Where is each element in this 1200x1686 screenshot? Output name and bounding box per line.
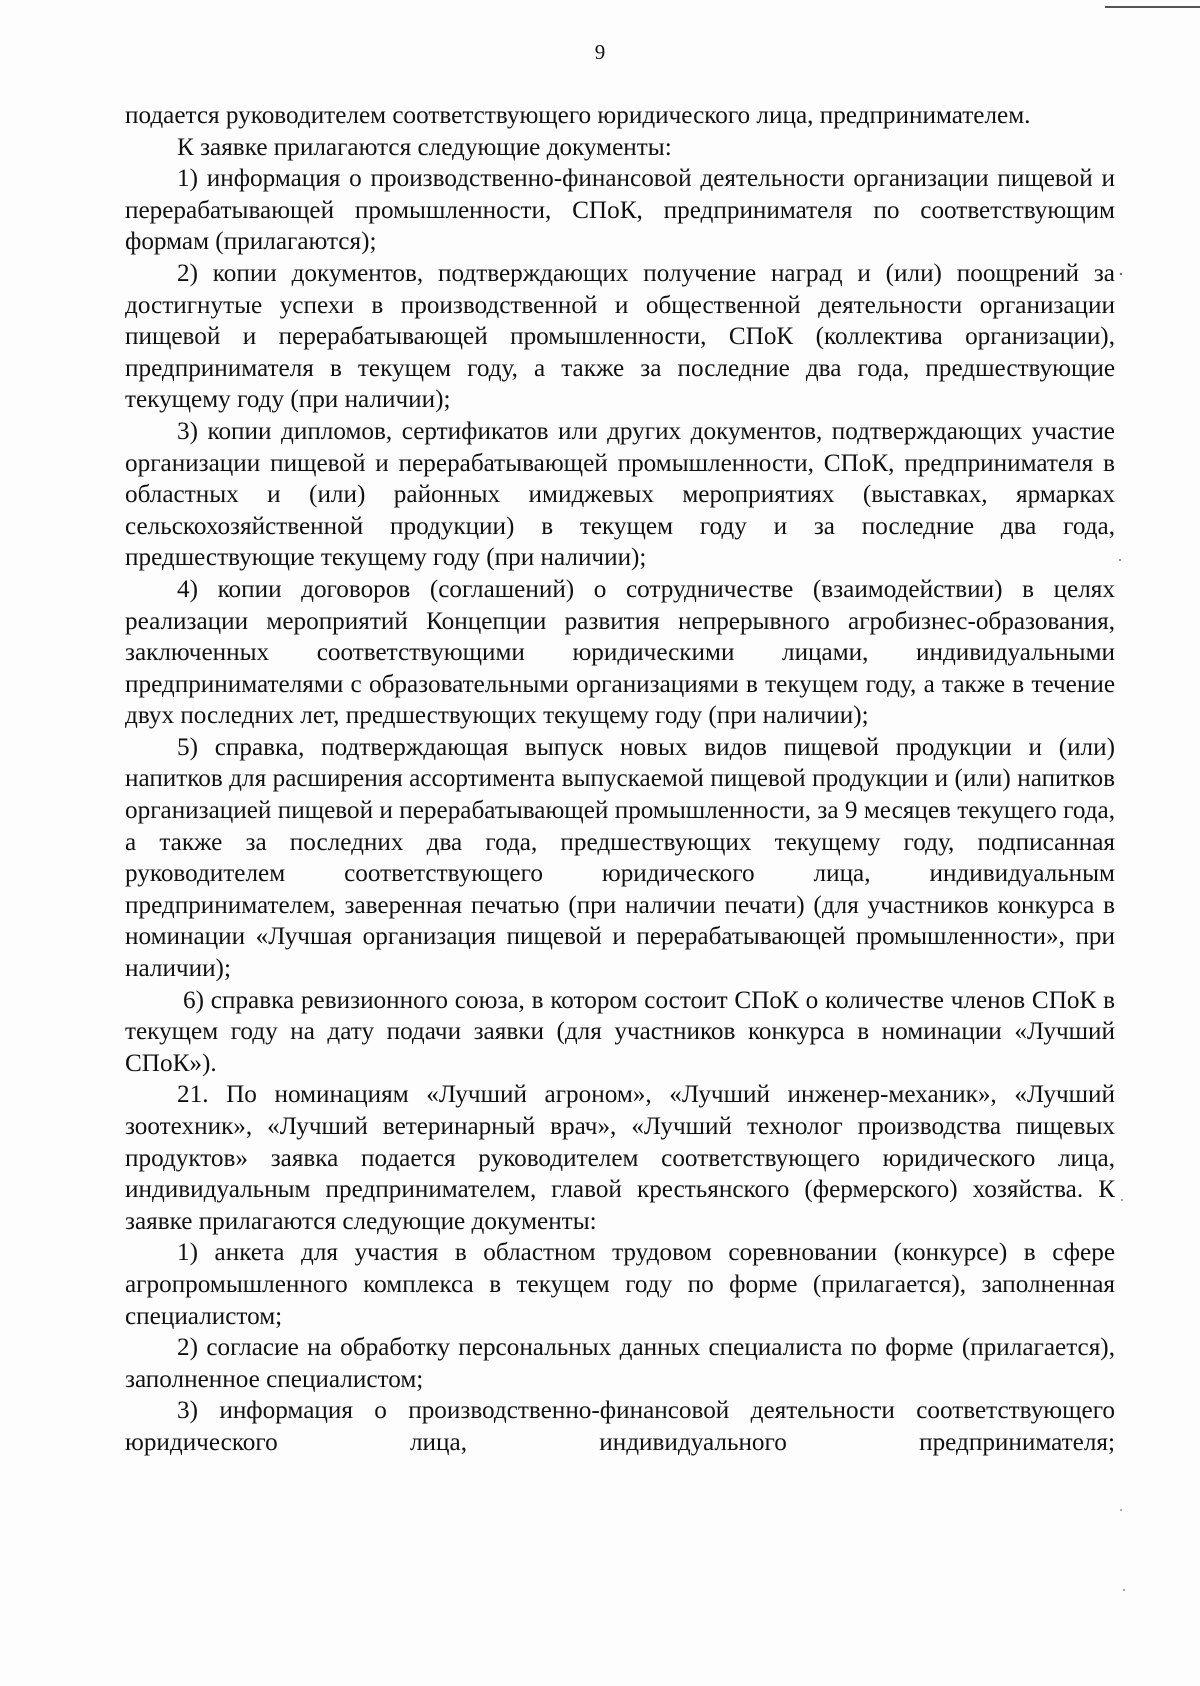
list-item-3: 3) копии дипломов, сертификатов или других документов, подтверждающих участие организации пищевой и перерабатывающей промышленности, СПоК, предпринимателя в областных и (или) районных имиджевых мероприятиях (выставках, ярмарках сельскохозяйственной продукции) в текущем году и за последние два года, предшествующие текущему году (при наличии); — [125, 417, 1115, 572]
list-item-21-1: 1) анкета для участия в областном трудовом соревновании (конкурсе) в сфере агропромышленного комплекса в текущем году по форме (прилагается), заполненная специалистом; — [125, 1239, 1115, 1330]
scan-specks — [1118, 270, 1138, 1610]
page-number: 9 — [594, 40, 606, 64]
list-item-21-2: 2) согласие на обработку персональных данных специалиста по форме (прилагается), заполненное специалистом; — [125, 1334, 1115, 1393]
paragraph-continuation: подается руководителем соответствующего юридического лица, предпринимателем. — [125, 102, 1031, 129]
list-item-5: 5) справка, подтверждающая выпуск новых видов пищевой продукции и (или) напитков для расширения ассортимента выпускаемой пищевой продукции и (или) напитков организацией пищевой и перерабатывающей промышленности, за 9 месяцев текущего года, а также за последних два года, предшествующих текущему году, подписанная руководителем соответствующего юридического лица, индивидуальным предпринимателем, заверенная печатью (при наличии печати) (для участников конкурса в номинации «Лучшая организация пищевой и перерабатывающей промышленности», при наличии); — [125, 733, 1115, 983]
list-item-4: 4) копии договоров (соглашений) о сотрудничестве (взаимодействии) в целях реализации мероприятий Концепции развития непрерывного агробизнес-образования, заключенных соответствующими юридическими лицами, индивидуальными предпринимателями с образовательными организациями в текущем году, а также в течение двух последних лет, предшествующих текущему году (при наличии); — [125, 575, 1115, 730]
document-body — [125, 100, 1115, 1459]
list-item-6: 6) справка ревизионного союза, в котором состоит СПоК о количестве членов СПоК в текущем году на дату подачи заявки (для участников конкурса в номинации «Лучший СПоК»). — [125, 986, 1115, 1077]
paragraph-item-21: 21. По номинациям «Лучший агроном», «Лучший инженер-механик», «Лучший зоотехник», «Лучший ветеринарный врач», «Лучший технолог производства пищевых продуктов» заявка подается руководителем соответствующего юридического лица, индивидуальным предпринимателем, главой крестьянского (фермерского) хозяйства. К заявке прилагаются следующие документы: — [125, 1081, 1115, 1235]
list-item-1: 1) информация о производственно-финансовой деятельности организации пищевой и перерабатывающей промышленности, СПоК, предпринимателя по соответствующим формам (прилагаются); — [125, 165, 1115, 256]
list-item-21-3: 3) информация о производственно-финансовой деятельности соответствующего юридического лица, индивидуального предпринимателя; — [125, 1397, 1115, 1456]
list-item-2: 2) копии документов, подтверждающих получение наград и (или) поощрений за достигнутые успехи в производственной и общественной деятельности организации пищевой и перерабатывающей промышленности, СПоК (коллектива организации), предпринимателя в текущем году, а также за последние два года, предшествующие текущему году (при наличии); — [125, 259, 1115, 414]
scan-edge-line — [1105, 6, 1200, 8]
paragraph-attachments-intro: К заявке прилагаются следующие документы: — [177, 133, 672, 161]
